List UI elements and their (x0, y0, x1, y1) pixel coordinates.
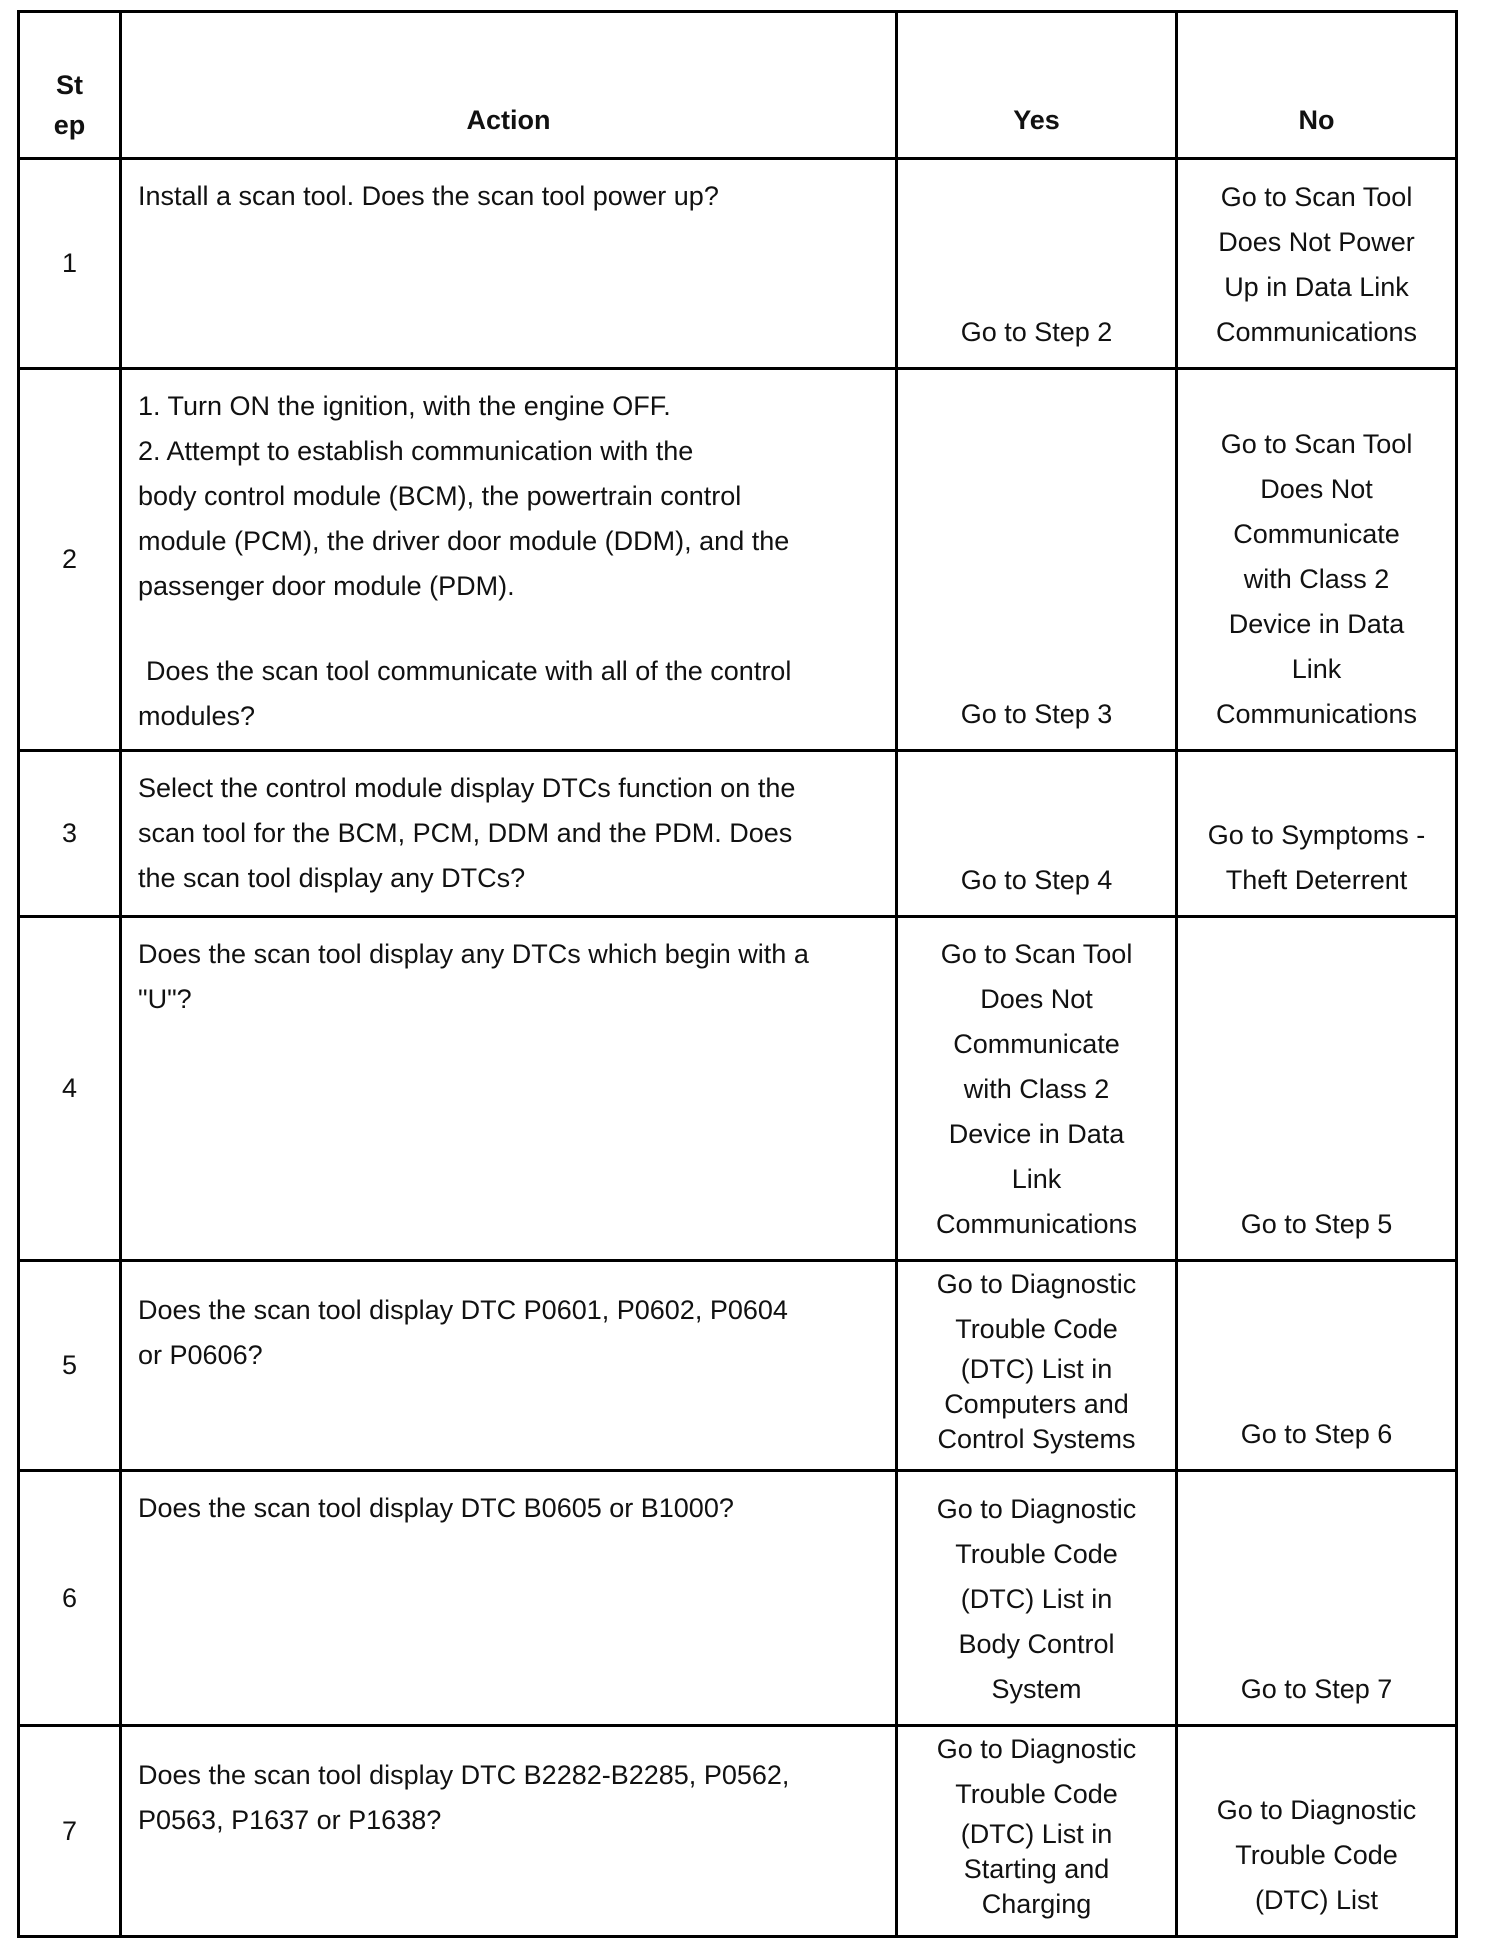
yes-text: Go to Diagnostic (936, 1734, 1137, 1764)
action-text: Does the scan tool display DTC B0605 or B1000? (138, 1493, 734, 1523)
header-step-line1: St (56, 70, 83, 100)
yes-text: Control Systems (937, 1424, 1136, 1454)
yes-text: Device in Data (948, 1119, 1125, 1149)
no-text: Does Not (1260, 474, 1373, 504)
table-row (19, 917, 1457, 1261)
yes-text: Trouble Code (955, 1314, 1118, 1344)
step-number: 5 (19, 1261, 121, 1471)
step-number: 1 (19, 159, 121, 369)
header-row (19, 12, 1457, 159)
no-cell (1177, 917, 1457, 1261)
table-row (19, 751, 1457, 917)
yes-text: Trouble Code (955, 1539, 1118, 1569)
action-text: Install a scan tool. Does the scan tool power up? (138, 181, 719, 211)
no-cell (1177, 1471, 1457, 1726)
action-cell (121, 1726, 897, 1937)
action-cell (121, 369, 897, 751)
no-text: Communicate (1233, 519, 1400, 549)
yes-text: Communicate (953, 1029, 1120, 1059)
table-row (19, 369, 1457, 751)
action-text: "U"? (138, 984, 192, 1014)
yes-text: Computers and (944, 1389, 1129, 1419)
table-row (19, 1261, 1457, 1471)
no-text: Go to Step 7 (1240, 1674, 1393, 1704)
action-cell (121, 751, 897, 917)
step-number: 2 (19, 369, 121, 751)
yes-text: Body Control (958, 1629, 1115, 1659)
no-cell (1177, 751, 1457, 917)
action-text: the scan tool display any DTCs? (138, 863, 526, 893)
action-text: passenger door module (PDM). (138, 571, 515, 601)
header-step-line2: ep (53, 110, 86, 140)
yes-text: Go to Diagnostic (936, 1494, 1137, 1524)
yes-cell (897, 1471, 1177, 1726)
action-text: Does the scan tool display any DTCs which begin with a (138, 939, 809, 969)
yes-text: Go to Step 2 (960, 317, 1113, 347)
yes-text: System (991, 1674, 1082, 1704)
no-text: with Class 2 (1243, 564, 1390, 594)
no-text: Link (1291, 654, 1342, 684)
action-text: P0563, P1637 or P1638? (138, 1805, 442, 1835)
no-cell (1177, 1726, 1457, 1937)
no-text: Go to Step 5 (1240, 1209, 1393, 1239)
step-number: 6 (19, 1471, 121, 1726)
table-row (19, 1726, 1457, 1937)
action-text: or P0606? (138, 1340, 263, 1370)
no-cell (1177, 1261, 1457, 1471)
action-text: Does the scan tool display DTC B2282-B2285, P0562, (138, 1760, 790, 1790)
action-cell (121, 1471, 897, 1726)
action-cell (121, 159, 897, 369)
no-text: Go to Scan Tool (1220, 182, 1413, 212)
yes-text: Communications (935, 1209, 1138, 1239)
yes-text: Charging (981, 1889, 1092, 1919)
yes-text: Link (1011, 1164, 1062, 1194)
yes-text: Does Not (980, 984, 1093, 1014)
header-yes: Yes (897, 12, 1177, 159)
no-text: Trouble Code (1235, 1840, 1398, 1870)
no-text: (DTC) List (1255, 1885, 1378, 1915)
header-step (19, 12, 121, 159)
step-number: 3 (19, 751, 121, 917)
yes-text: Starting and (963, 1854, 1110, 1884)
no-text: Go to Scan Tool (1220, 429, 1413, 459)
yes-cell (897, 369, 1177, 751)
yes-text: Go to Scan Tool (940, 939, 1133, 969)
action-text: Select the control module display DTCs function on the (138, 773, 796, 803)
no-text: Communications (1215, 699, 1418, 729)
yes-cell (897, 1726, 1177, 1937)
no-text: Go to Step 6 (1240, 1419, 1393, 1449)
yes-text: Go to Step 4 (960, 865, 1113, 895)
action-text: modules? (138, 701, 256, 731)
yes-cell (897, 159, 1177, 369)
no-cell (1177, 369, 1457, 751)
yes-text: Go to Step 3 (960, 699, 1113, 729)
no-text: Device in Data (1228, 609, 1405, 639)
table-row (19, 159, 1457, 369)
action-cell (121, 1261, 897, 1471)
table-row (19, 1471, 1457, 1726)
action-text: Does the scan tool communicate with all of the control (146, 656, 792, 686)
action-text: module (PCM), the driver door module (DDM), and the (138, 526, 790, 556)
action-text: scan tool for the BCM, PCM, DDM and the PDM. Does (138, 818, 793, 848)
action-cell (121, 917, 897, 1261)
no-text: Does Not Power (1218, 227, 1415, 257)
header-action: Action (121, 12, 897, 159)
action-text: 2. Attempt to establish communication with the (138, 436, 694, 466)
no-text: Go to Diagnostic (1216, 1795, 1417, 1825)
action-text: Does the scan tool display DTC P0601, P0602, P0604 (138, 1295, 788, 1325)
no-cell (1177, 159, 1457, 369)
yes-text: (DTC) List in (960, 1819, 1113, 1849)
diagnostic-table (17, 10, 1458, 1938)
no-text: Theft Deterrent (1225, 865, 1408, 895)
yes-cell (897, 751, 1177, 917)
yes-text: Go to Diagnostic (936, 1269, 1137, 1299)
step-number: 4 (19, 917, 121, 1261)
no-text: Up in Data Link (1224, 272, 1409, 302)
action-text: body control module (BCM), the powertrain control (138, 481, 742, 511)
yes-text: (DTC) List in (960, 1584, 1113, 1614)
yes-text: Trouble Code (955, 1779, 1118, 1809)
header-no: No (1177, 12, 1457, 159)
no-text: Go to Symptoms - (1207, 820, 1426, 850)
no-text: Communications (1215, 317, 1418, 347)
yes-text: (DTC) List in (960, 1354, 1113, 1384)
yes-cell (897, 917, 1177, 1261)
yes-text: with Class 2 (963, 1074, 1110, 1104)
action-text: 1. Turn ON the ignition, with the engine OFF. (138, 391, 671, 421)
yes-cell (897, 1261, 1177, 1471)
step-number: 7 (19, 1726, 121, 1937)
spacer (138, 609, 879, 649)
